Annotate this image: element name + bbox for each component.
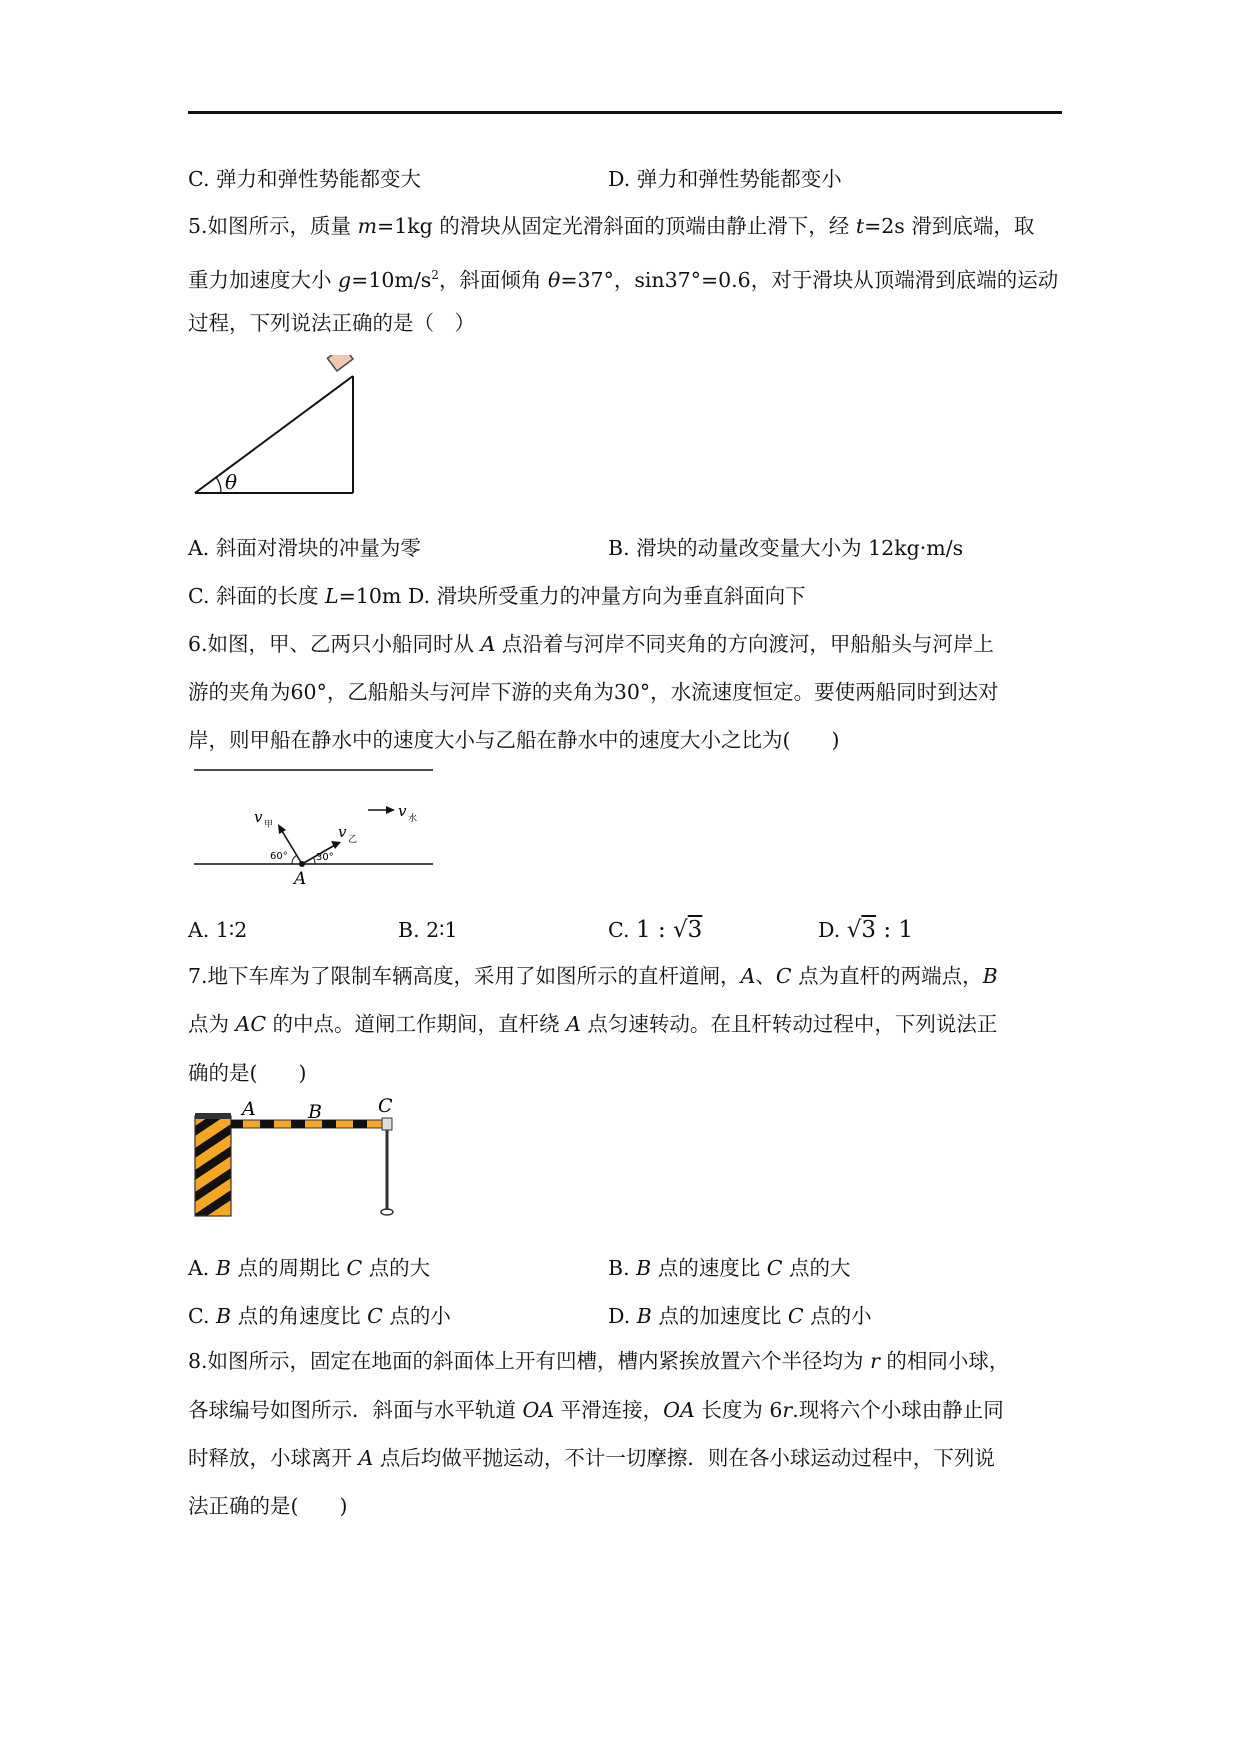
q4-option-c: C. 弹力和弹性势能都变大 xyxy=(188,167,421,191)
q8-stem-line4: 法正确的是( ) xyxy=(188,1494,348,1518)
q7-option-c: C. B 点的角速度比 C 点的小 xyxy=(188,1304,451,1328)
boat-yi-arrowhead xyxy=(331,841,341,849)
v-yi-label: v xyxy=(338,823,347,841)
angle-60-arc xyxy=(292,855,297,864)
v-yi-subscript: 乙 xyxy=(348,835,358,845)
theta-angle-arc xyxy=(216,477,221,493)
q6-stem-line1: 6.如图，甲、乙两只小船同时从 A 点沿着与河岸不同夹角的方向渡河，甲船船头与河岸上 xyxy=(188,632,994,656)
point-c-label: C xyxy=(378,1098,393,1117)
q6-option-a: A. 1∶2 xyxy=(188,918,248,942)
point-a-label: A xyxy=(242,1098,256,1120)
arm-stripe-2 xyxy=(260,1120,274,1128)
arm-stripe-4 xyxy=(322,1120,336,1128)
q8-stem-line1: 8.如图所示，固定在地面的斜面体上开有凹槽，槽内紧挨放置六个半径均为 r 的相同小球， xyxy=(188,1349,1010,1373)
v-jia-label: v xyxy=(254,808,263,826)
q5-stem-line1: 5.如图所示，质量 m=1kg 的滑块从固定光滑斜面的顶端由静止滑下，经 t=2s 滑到底端，取 xyxy=(188,214,1035,238)
v-shui-label: v xyxy=(398,802,407,820)
q6-river-figure xyxy=(188,762,438,892)
q7-option-b: B. B 点的速度比 C 点的大 xyxy=(608,1256,851,1280)
q7-option-a: A. B 点的周期比 C 点的大 xyxy=(188,1256,431,1280)
gate-post-cap xyxy=(195,1113,231,1119)
arm-stripe-5 xyxy=(353,1120,367,1128)
header-rule xyxy=(188,111,1062,114)
arm-stripe-1 xyxy=(231,1120,243,1128)
q6-stem-line2: 游的夹角为60°，乙船船头与河岸下游的夹角为30°，水流速度恒定。要使两船同时到达对 xyxy=(188,680,999,704)
q5-option-c-d: C. 斜面的长度 L=10m D. 滑块所受重力的冲量方向为垂直斜面向下 xyxy=(188,584,806,608)
point-a-label: A xyxy=(294,869,307,889)
q5-stem-line3: 过程，下列说法正确的是（ ） xyxy=(188,311,475,335)
arm-end-clamp xyxy=(382,1118,392,1130)
q8-stem-line3: 时释放，小球离开 A 点后均做平抛运动，不计一切摩擦．则在各小球运动过程中，下列说 xyxy=(188,1446,995,1470)
q5-incline-figure xyxy=(185,355,365,501)
q6-option-c: C. 1 : √3 xyxy=(608,917,703,943)
slider-block xyxy=(327,355,353,371)
q6-stem-line3: 岸，则甲船在静水中的速度大小与乙船在静水中的速度大小之比为( ) xyxy=(188,728,840,752)
v-shui-subscript: 水 xyxy=(408,814,418,824)
q6-option-b: B. 2∶1 xyxy=(398,918,458,942)
q5-option-a: A. 斜面对滑块的冲量为零 xyxy=(188,536,421,560)
q5-stem-line2: 重力加速度大小 $g=10m/s^2$，斜面倾角 θ=37°，sin37°=0.6，对于滑块从顶端滑到底端的运动 xyxy=(188,267,1059,292)
q4-option-d: D. 弹力和弹性势能都变小 xyxy=(608,167,842,191)
angle-60-label: 60° xyxy=(270,851,288,862)
v-jia-subscript: 甲 xyxy=(264,820,274,830)
q7-stem-line3: 确的是( ) xyxy=(188,1061,307,1085)
q7-barrier-gate-figure xyxy=(190,1098,410,1222)
water-arrowhead xyxy=(386,806,395,814)
theta-label: θ xyxy=(225,470,238,494)
angle-30-arc xyxy=(313,857,315,864)
angle-30-label: 30° xyxy=(316,852,334,863)
q7-option-d: D. B 点的加速度比 C 点的小 xyxy=(608,1304,872,1328)
incline-slope xyxy=(195,376,353,493)
q5-option-b: B. 滑块的动量改变量大小为 12kg·m/s xyxy=(608,536,964,560)
q8-stem-line2: 各球编号如图所示．斜面与水平轨道 OA 平滑连接，OA 长度为 6r.现将六个小球由静止同 xyxy=(188,1398,1004,1422)
q7-stem-line2: 点为 AC 的中点。道闸工作期间，直杆绕 A 点匀速转动。在且杆转动过程中，下列说法正 xyxy=(188,1012,998,1036)
arm-stripe-3 xyxy=(291,1120,305,1128)
q7-stem-line1: 7.地下车库为了限制车辆高度，采用了如图所示的直杆道闸，A、C 点为直杆的两端点，B xyxy=(188,964,998,988)
q6-option-d: D. √3 : 1 xyxy=(818,917,914,943)
point-b-label: B xyxy=(308,1101,322,1123)
